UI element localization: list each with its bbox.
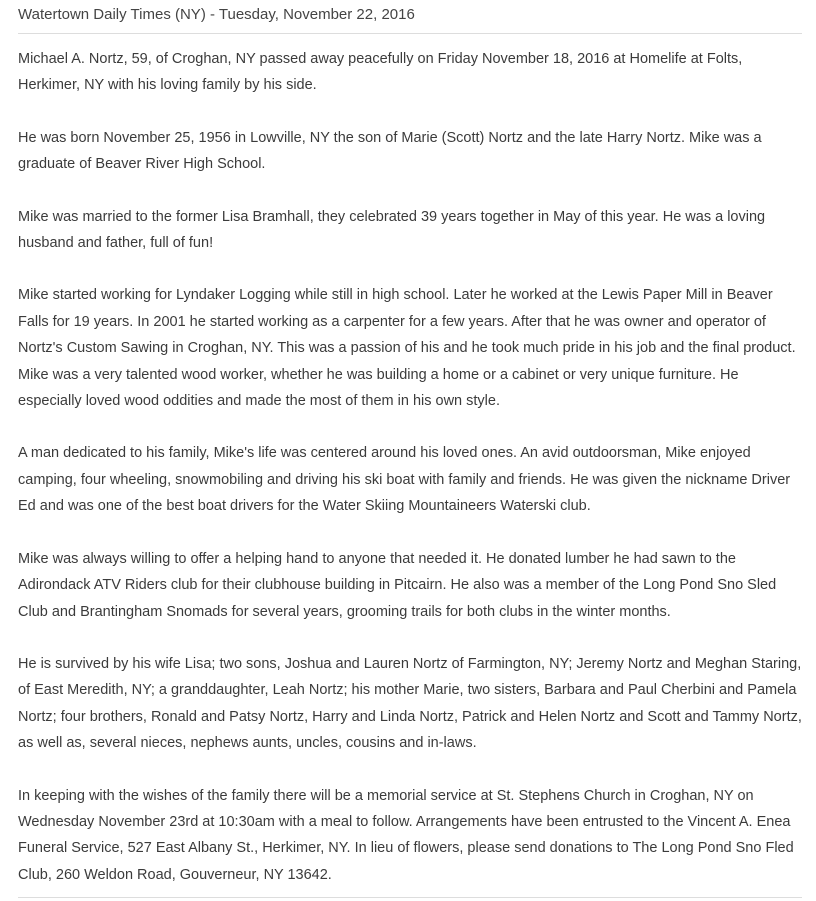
obituary-paragraph: He was born November 25, 1956 in Lowville, NY the son of Marie (Scott) Nortz and the late Harry Nortz. Mike was a graduate of Beaver River High School. [18, 129, 762, 173]
obituary-paragraph: Mike was married to the former Lisa Bramhall, they celebrated 39 years together in May of this year. He was a loving husband and father, full of fun! [18, 208, 766, 252]
obituary-paragraph: Mike was always willing to offer a helping hand to anyone that needed it. He donated lumber he had sawn to the Adirondack ATV Riders club for their clubhouse building in Pitcairn. He also was a member of the Long Pond Sno Sled Club and Brantingham Snomads for several years, grooming trails for both clubs in the winter months. [18, 550, 777, 620]
obituary-paragraph: Michael A. Nortz, 59, of Croghan, NY passed away peacefully on Friday November 18, 2016 at Homelife at Folts, Herkimer, NY with his loving family by his side. [18, 51, 743, 94]
source-header: Watertown Daily Times (NY) - Tuesday, November 22, 2016 [18, 6, 415, 23]
obituary-paragraph: In keeping with the wishes of the family there will be a memorial service at St. Stephens Church in Croghan, NY on Wednesday November 23rd at 10:30am with a meal to follow. Arrangements have been entrusted to the Vincent A. Enea Funeral Service, 527 East Albany St., Herkimer, NY. In lieu of flowers, please send donations to The Long Pond Sno Fled Club, 260 Weldon Road, Gouverneur, NY 13642. [18, 787, 794, 883]
obituary-paragraph: He is survived by his wife Lisa; two sons, Joshua and Lauren Nortz of Farmington, NY; Jeremy Nortz and Meghan Staring, of East Meredith, NY; a granddaughter, Leah Nortz; his mother Marie, two sisters, Barbara and Paul Cherbini and Pamela Nortz; four brothers, Ronald and Patsy Nortz, Harry and Linda Nortz, Patrick and Helen Nortz and Scott and Tammy Nortz, as well as, several nieces, nephews aunts, uncles, cousins and in-laws. [18, 655, 802, 752]
obituary-paragraph: A man dedicated to his family, Mike's life was centered around his loved ones. An avid outdoorsman, Mike enjoyed camping, four wheeling, snowmobiling and driving his ski boat with family and friends. He was given the nickname Driver Ed and was one of the best boat drivers for the Water Skiing Mountaineers Waterski club. [18, 445, 791, 515]
obituary-paragraph: Mike started working for Lyndaker Logging while still in high school. Later he worked at the Lewis Paper Mill in Beaver Falls for 19 years. In 2001 he started working as a carpenter for a few years. After that he was owner and operator of Nortz's Custom Sawing in Croghan, NY. This was a passion of his and he took much pride in his job and the final product. Mike was a very talented wood worker, whether he was building a home or a cabinet or very unique furniture. He especially loved wood oddities and made the most of them in his own style. [18, 287, 796, 410]
obituary-body [18, 34, 802, 888]
footer-divider [18, 897, 802, 898]
